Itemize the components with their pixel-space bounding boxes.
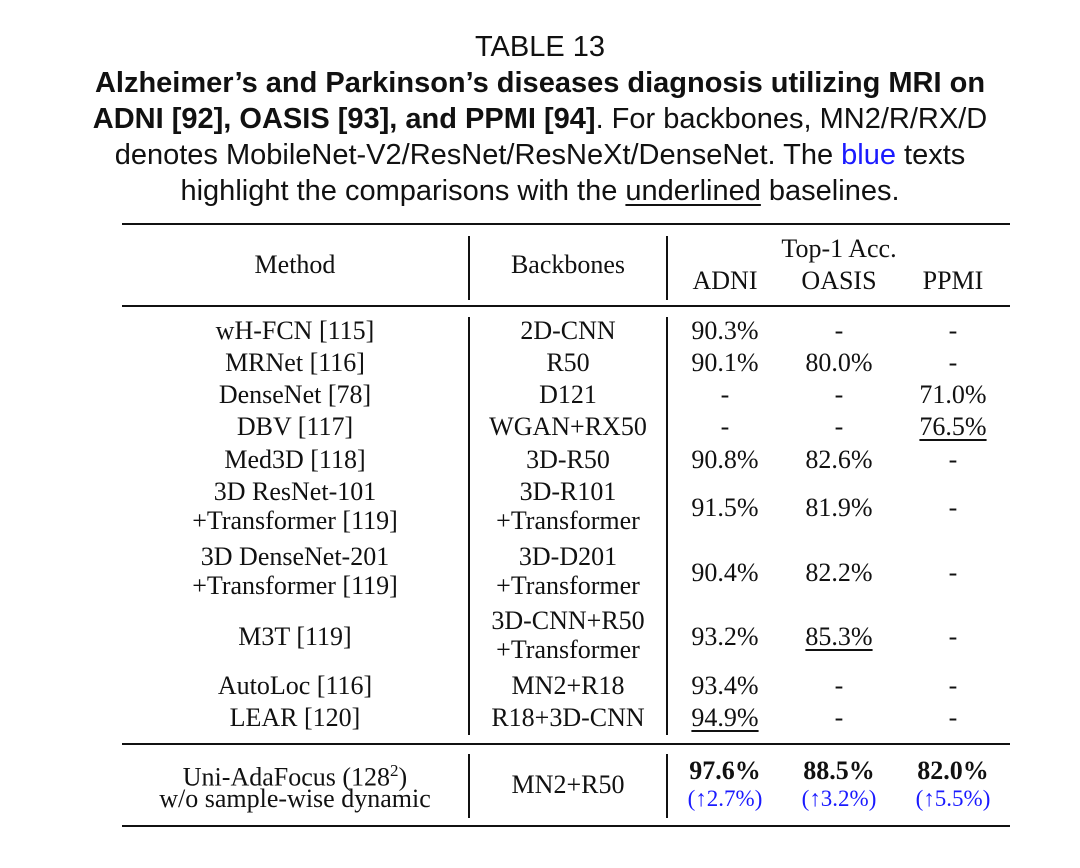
ours-backbone: MN2+R50 — [511, 770, 625, 799]
row-oasis: 82.6% — [805, 445, 873, 474]
row-ppmi — [896, 412, 1010, 441]
row-backbone: 3D-R101 — [519, 477, 617, 506]
row-backbone-line2: +Transformer — [496, 635, 640, 664]
header-top1-acc: Top-1 Acc. — [781, 234, 897, 263]
caption-datasets: ADNI [92], OASIS [93], and PPMI [94] — [92, 103, 596, 135]
baseline-value: 85.3% — [805, 622, 873, 651]
row-backbone: MN2+R18 — [511, 671, 625, 700]
caption-blue-word: blue — [841, 139, 896, 171]
row-method-line2: +Transformer [119] — [192, 506, 398, 535]
row-method: MRNet [116] — [225, 348, 365, 377]
row-oasis — [782, 622, 896, 651]
row-ppmi: - — [948, 558, 958, 587]
table-top-rule — [122, 223, 1010, 225]
row-ppmi: - — [948, 493, 958, 522]
row-backbone: 2D-CNN — [520, 316, 616, 345]
caption-denotes: denotes MobileNet-V2/ResNet/ResNeXt/DenseNet. The — [114, 139, 834, 171]
ours-ppmi-gain: (↑5.5%) — [915, 786, 991, 811]
row-ppmi: - — [948, 622, 958, 651]
row-method: M3T [119] — [238, 622, 352, 651]
row-ppmi: - — [948, 703, 958, 732]
row-method-line2: +Transformer [119] — [192, 571, 398, 600]
ours-oasis: 88.5% — [803, 756, 875, 785]
row-oasis: - — [834, 412, 844, 441]
row-adni: - — [720, 380, 730, 409]
row-backbone: WGAN+RX50 — [489, 412, 647, 441]
caption-line3 — [0, 137, 1080, 173]
header-ppmi: PPMI — [922, 266, 984, 295]
row-method: 3D ResNet-101 — [213, 477, 377, 506]
row-method: DenseNet [78] — [218, 380, 372, 409]
row-oasis: - — [834, 671, 844, 700]
row-adni: - — [720, 412, 730, 441]
caption-line2 — [0, 101, 1080, 137]
row-oasis: 81.9% — [805, 493, 873, 522]
baseline-value: 94.9% — [691, 703, 759, 732]
row-ppmi: - — [948, 348, 958, 377]
row-method: DBV [117] — [236, 412, 354, 441]
row-method: 3D DenseNet-201 — [200, 542, 390, 571]
row-oasis: 80.0% — [805, 348, 873, 377]
row-adni: 90.8% — [691, 445, 759, 474]
row-oasis: - — [834, 316, 844, 345]
row-method: LEAR [120] — [229, 703, 361, 732]
row-backbone: 3D-R50 — [526, 445, 610, 474]
ours-method-sup: 2 — [390, 761, 399, 780]
row-backbone: 3D-D201 — [518, 542, 618, 571]
row-adni: 91.5% — [691, 493, 759, 522]
row-oasis: 82.2% — [805, 558, 873, 587]
row-backbone: 3D-CNN+R50 — [491, 606, 645, 635]
row-backbone: D121 — [539, 380, 597, 409]
table-header-rule — [122, 305, 1010, 307]
row-ppmi: 71.0% — [919, 380, 987, 409]
caption-baselines: baselines. — [768, 175, 900, 207]
row-adni: 90.3% — [691, 316, 759, 345]
row-backbone: R18+3D-CNN — [491, 703, 645, 732]
row-oasis: - — [834, 703, 844, 732]
caption-line4 — [0, 173, 1080, 209]
ours-oasis-gain: (↑3.2%) — [801, 786, 877, 811]
ours-method-line2: w/o sample-wise dynamic — [159, 784, 431, 813]
caption-underlined-word: underlined — [625, 175, 761, 207]
ours-adni: 97.6% — [689, 756, 761, 785]
row-adni — [668, 703, 782, 732]
ours-adni-gain: (↑2.7%) — [687, 786, 763, 811]
header-method: Method — [254, 250, 336, 279]
baseline-value: 76.5% — [919, 412, 987, 441]
table-body-rule — [122, 743, 1010, 745]
row-backbone-line2: +Transformer — [496, 571, 640, 600]
row-adni: 90.4% — [691, 558, 759, 587]
table-bottom-rule — [122, 825, 1010, 827]
table-label: TABLE 13 — [474, 31, 606, 63]
row-ppmi: - — [948, 671, 958, 700]
caption-texts-word: texts — [904, 139, 966, 171]
ours-ppmi: 82.0% — [917, 756, 989, 785]
row-oasis: - — [834, 380, 844, 409]
row-method: Med3D [118] — [224, 445, 366, 474]
ours-method-name: Uni-AdaFocus (128 — [182, 762, 391, 792]
row-method: AutoLoc [116] — [217, 671, 373, 700]
caption-highlight: highlight the comparisons with the — [180, 175, 618, 207]
row-adni: 93.4% — [691, 671, 759, 700]
row-method: wH-FCN [115] — [215, 316, 375, 345]
row-backbone-line2: +Transformer — [496, 506, 640, 535]
header-oasis: OASIS — [801, 266, 877, 295]
row-ppmi: - — [948, 445, 958, 474]
row-adni: 90.1% — [691, 348, 759, 377]
caption-backbone-note: . For backbones, MN2/R/RX/D — [595, 103, 988, 135]
ours-method-close: ) — [398, 762, 408, 792]
row-adni: 93.2% — [691, 622, 759, 651]
row-backbone: R50 — [546, 348, 590, 377]
row-ppmi: - — [948, 316, 958, 345]
header-adni: ADNI — [692, 266, 758, 295]
header-backbones: Backbones — [510, 250, 626, 279]
caption-title-line1: Alzheimer’s and Parkinson’s diseases diagnosis utilizing MRI on — [94, 67, 986, 99]
